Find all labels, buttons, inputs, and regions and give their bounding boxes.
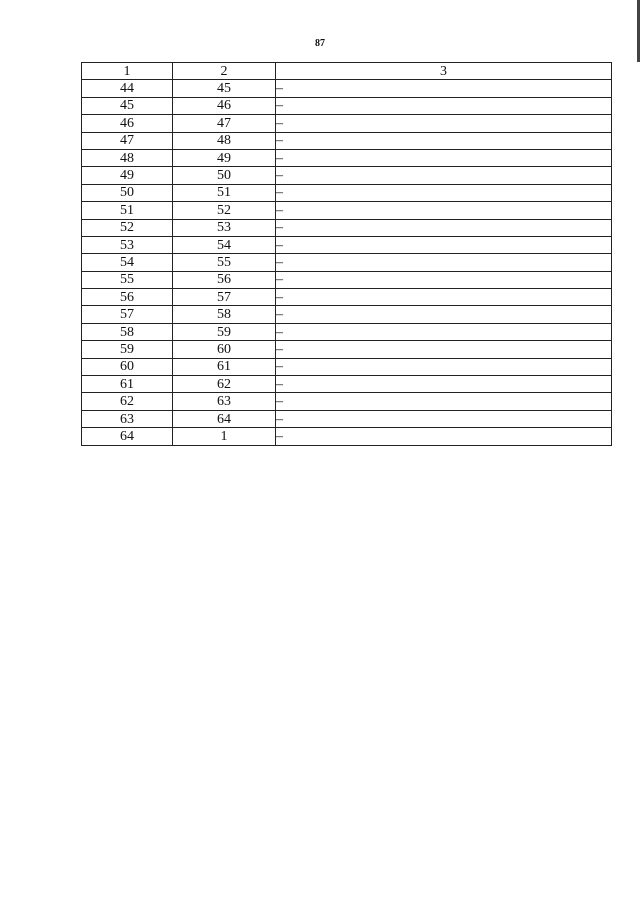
table-cell-col2: 60 (173, 341, 276, 358)
table-cell-col1: 63 (82, 410, 173, 427)
table-cell-col1: 56 (82, 289, 173, 306)
table-cell-col3: – (276, 306, 612, 323)
table-cell-col3: – (276, 219, 612, 236)
table-row (82, 115, 612, 132)
table-cell-col2: 63 (173, 393, 276, 410)
table-cell-col3: – (276, 254, 612, 271)
table-cell-col3: – (276, 323, 612, 340)
table-cell-col1: 49 (82, 167, 173, 184)
table-cell-col1: 61 (82, 376, 173, 393)
page-number: 87 (315, 38, 325, 49)
table-row (82, 323, 612, 340)
table-cell-col1: 52 (82, 219, 173, 236)
table-cell-col3: – (276, 410, 612, 427)
table-cell-col2: 47 (173, 115, 276, 132)
table-cell-col2: 58 (173, 306, 276, 323)
table-row (82, 358, 612, 375)
column-header-1: 1 (82, 63, 173, 80)
table-row (82, 410, 612, 427)
table-cell-col1: 60 (82, 358, 173, 375)
table-cell-col1: 54 (82, 254, 173, 271)
table-cell-col3: – (276, 393, 612, 410)
table-cell-col2: 54 (173, 236, 276, 253)
table-cell-col2: 62 (173, 376, 276, 393)
table-cell-col1: 48 (82, 149, 173, 166)
table-cell-col2: 49 (173, 149, 276, 166)
column-header-2: 2 (173, 63, 276, 80)
table-cell-col1: 47 (82, 132, 173, 149)
table-cell-col3: – (276, 115, 612, 132)
table-cell-col2: 57 (173, 289, 276, 306)
table-cell-col3: – (276, 358, 612, 375)
table-cell-col3: – (276, 289, 612, 306)
table-row (82, 271, 612, 288)
table-cell-col3: – (276, 202, 612, 219)
column-header-3: 3 (276, 63, 612, 80)
table-cell-col1: 59 (82, 341, 173, 358)
table-cell-col2: 56 (173, 271, 276, 288)
table-cell-col2: 51 (173, 184, 276, 201)
table-cell-col1: 44 (82, 80, 173, 97)
table-row (82, 202, 612, 219)
table-row (82, 254, 612, 271)
table-row (82, 236, 612, 253)
table-cell-col2: 45 (173, 80, 276, 97)
table-row (82, 306, 612, 323)
table-row (82, 97, 612, 114)
table-cell-col1: 45 (82, 97, 173, 114)
table-row (82, 428, 612, 445)
table-cell-col3: – (276, 132, 612, 149)
table-cell-col3: – (276, 184, 612, 201)
table-cell-col2: 52 (173, 202, 276, 219)
table-row (82, 376, 612, 393)
table-row (82, 393, 612, 410)
table-cell-col3: – (276, 97, 612, 114)
table-cell-col2: 53 (173, 219, 276, 236)
table-cell-col2: 59 (173, 323, 276, 340)
table-cell-col2: 50 (173, 167, 276, 184)
table-cell-col1: 51 (82, 202, 173, 219)
table-row (82, 149, 612, 166)
table-cell-col1: 55 (82, 271, 173, 288)
table-cell-col2: 1 (173, 428, 276, 445)
table-header-row (82, 63, 612, 80)
table-row (82, 167, 612, 184)
table-cell-col2: 64 (173, 410, 276, 427)
table-cell-col3: – (276, 376, 612, 393)
table-cell-col3: – (276, 428, 612, 445)
table-cell-col3: – (276, 80, 612, 97)
table-cell-col1: 57 (82, 306, 173, 323)
table-cell-col1: 50 (82, 184, 173, 201)
table-body (82, 80, 612, 445)
table-cell-col1: 64 (82, 428, 173, 445)
table-cell-col2: 46 (173, 97, 276, 114)
table-cell-col2: 55 (173, 254, 276, 271)
table-row (82, 219, 612, 236)
table-row (82, 184, 612, 201)
data-table (81, 62, 612, 446)
table-cell-col3: – (276, 341, 612, 358)
table-cell-col3: – (276, 271, 612, 288)
table-cell-col3: – (276, 149, 612, 166)
table-cell-col1: 58 (82, 323, 173, 340)
table-cell-col2: 48 (173, 132, 276, 149)
table-cell-col1: 46 (82, 115, 173, 132)
table-cell-col1: 62 (82, 393, 173, 410)
table-row (82, 289, 612, 306)
table-cell-col3: – (276, 236, 612, 253)
table-row (82, 132, 612, 149)
table-row (82, 80, 612, 97)
table-cell-col3: – (276, 167, 612, 184)
table-cell-col2: 61 (173, 358, 276, 375)
table-cell-col1: 53 (82, 236, 173, 253)
table-row (82, 341, 612, 358)
